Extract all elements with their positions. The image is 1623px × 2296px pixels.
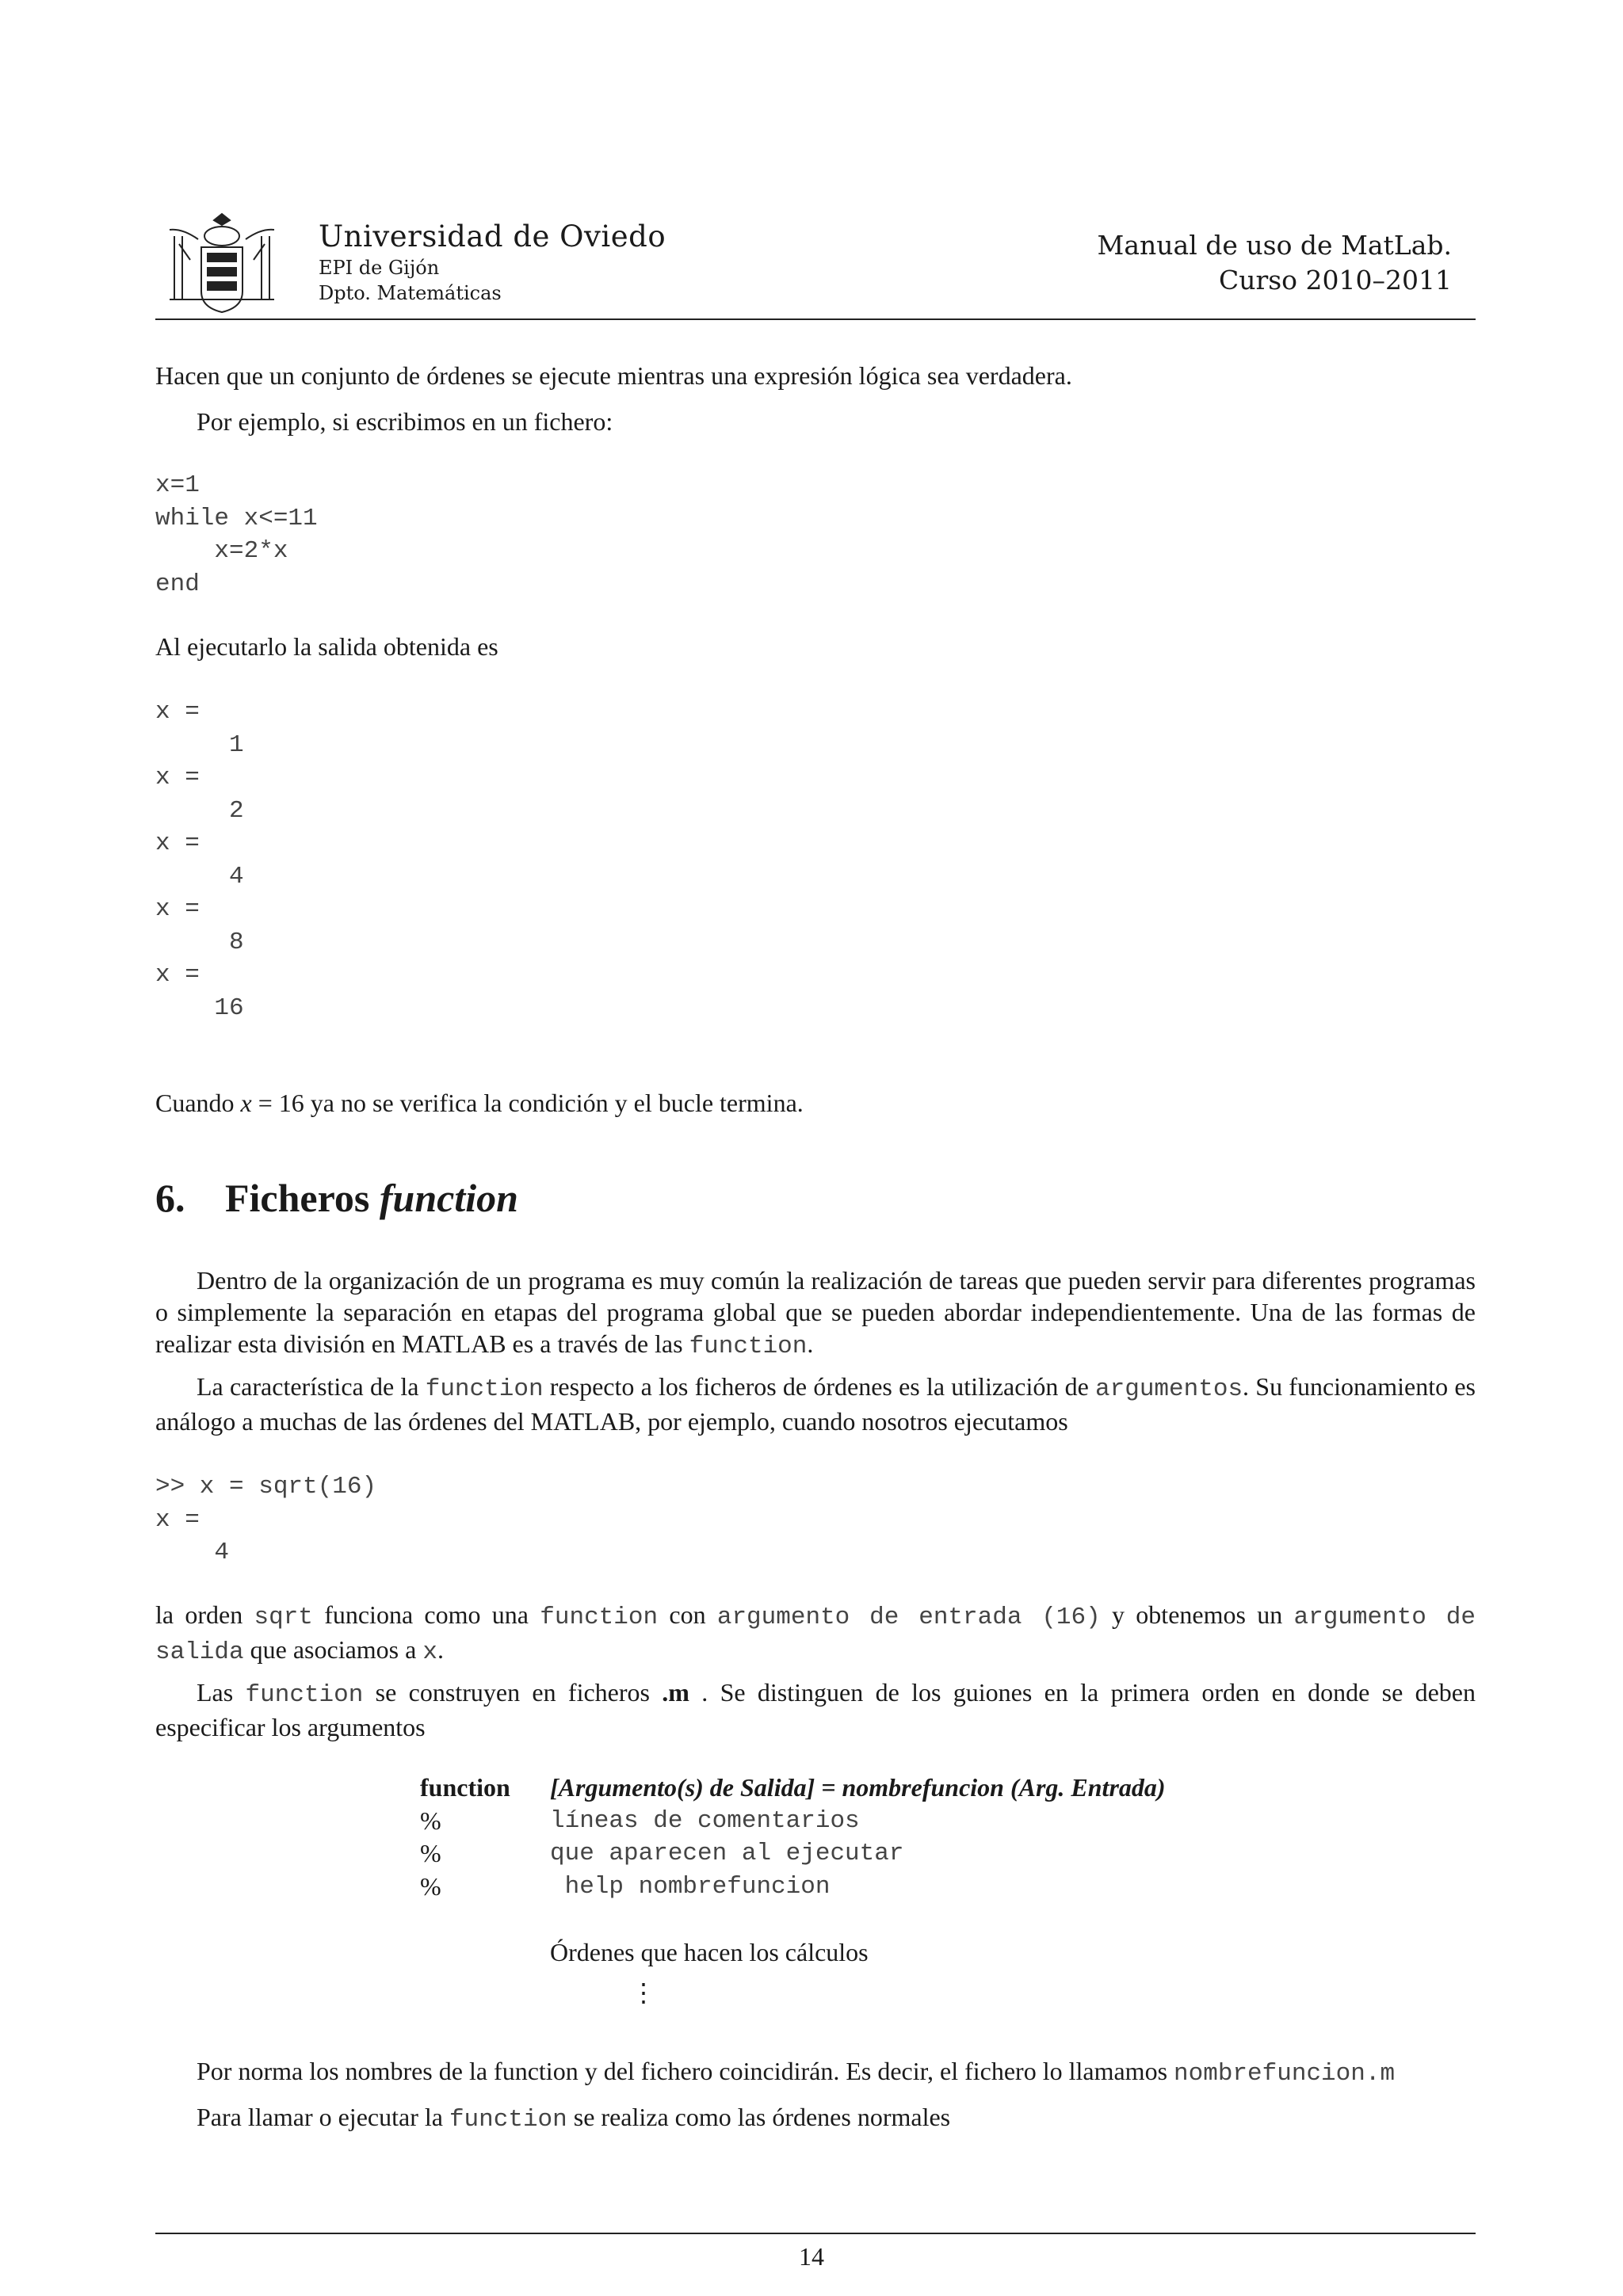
university-name: Universidad de Oviedo	[319, 219, 666, 254]
paragraph-organization	[155, 1264, 1476, 1363]
para2-t3: . Su funcionamiento es análogo a muchas de las órdenes del MATLAB, por ejemplo, cuando nosotros ejecutamos	[155, 1372, 1476, 1436]
para3-m2: function	[540, 1604, 659, 1631]
comment-symbol: %	[420, 1839, 441, 1867]
para3-t5: que asociamos a	[243, 1635, 423, 1664]
conclusion-var: x	[240, 1089, 252, 1117]
section-title-italic: function	[379, 1176, 518, 1220]
school-name: EPI de Gijón	[319, 257, 440, 279]
conclusion-text	[155, 1087, 1476, 1119]
para3-m3: argumento de entrada (16)	[716, 1604, 1101, 1631]
course-label: Curso 2010–2011	[1218, 265, 1452, 296]
university-block	[319, 219, 666, 306]
paragraph-sqrt	[155, 1599, 1476, 1669]
para1-mono: function	[689, 1333, 808, 1360]
template-keyword: function	[420, 1773, 510, 1802]
intro-example: Por ejemplo, si escribimos en un fichero:	[197, 407, 613, 436]
paragraph-naming	[155, 2055, 1476, 2090]
para3-t6: .	[437, 1635, 444, 1664]
para3-t2: funciona como una	[312, 1600, 540, 1629]
footer-rule	[155, 2233, 1476, 2234]
para3-m5: x	[422, 1638, 437, 1666]
template-signature: [Argumento(s) de Salida] = nombrefuncion (Arg. Entrada)	[550, 1773, 1166, 1802]
output-intro: Al ejecutarlo la salida obtenida es	[155, 632, 498, 661]
para2-t1: La característica de la	[197, 1372, 426, 1401]
para3-m4: argumento de salida	[155, 1604, 1476, 1666]
comment-symbol: %	[420, 1871, 441, 1901]
template-comment-3: help nombrefuncion	[550, 1872, 831, 1901]
para2-m1: function	[425, 1375, 544, 1403]
comment-symbol: %	[420, 1806, 441, 1835]
para3-t3: con	[658, 1600, 717, 1629]
para3-m1: sqrt	[254, 1604, 313, 1631]
para4-b1: .m	[662, 1678, 689, 1707]
para2-t2: respecto a los ficheros de órdenes es la utilización de	[543, 1372, 1096, 1401]
para4-t3: . Se distinguen de los guiones en la primera orden en donde se deben especificar los argumentos	[155, 1678, 1476, 1741]
para4-t2: se construyen en ficheros	[363, 1678, 663, 1707]
para3-t4: y obtenemos un	[1100, 1600, 1294, 1629]
para6-m1: function	[449, 2106, 567, 2134]
code-sqrt-example: >> x = sqrt(16) x = 4	[155, 1473, 377, 1566]
conclusion-pre: Cuando	[155, 1089, 241, 1117]
para5-m1: nombrefuncion.m	[1174, 2060, 1396, 2088]
para5-t1: Por norma los nombres de la function y del fichero coincidirán. Es decir, el fichero lo llamamos	[197, 2057, 1174, 2085]
manual-title: Manual de uso de MatLab.	[1097, 230, 1452, 261]
para6-t1: Para llamar o ejecutar la	[197, 2103, 449, 2131]
code-output: x = 1 x = 2 x = 4 x = 8 x = 16	[155, 698, 244, 1022]
template-comment-2: que aparecen al ejecutar	[550, 1840, 904, 1867]
paragraph-calling	[155, 2101, 1476, 2136]
page-header	[155, 208, 1476, 318]
para4-t1: Las	[197, 1678, 246, 1707]
department-name: Dpto. Matemáticas	[319, 282, 502, 304]
template-body: Órdenes que hacen los cálculos	[550, 1938, 869, 1966]
intro-sentence: Hacen que un conjunto de órdenes se ejecute mientras una expresión lógica sea verdadera.	[155, 361, 1072, 390]
para2-m2: argumentos	[1095, 1375, 1243, 1403]
para4-m1: function	[245, 1681, 364, 1709]
vertical-dots: ⋮	[631, 1978, 656, 2007]
conclusion-rest: = 16 ya no se verifica la condición y el bucle termina.	[251, 1089, 804, 1117]
header-rule	[155, 318, 1476, 320]
section-heading	[155, 1174, 518, 1222]
para3-t1: la orden	[155, 1600, 254, 1629]
para6-t2: se realiza como las órdenes normales	[567, 2103, 951, 2131]
page-number: 14	[799, 2242, 824, 2271]
code-while-loop: x=1 while x<=11 x=2*x end	[155, 471, 318, 598]
para1-end: .	[807, 1329, 814, 1358]
section-title: Ficheros	[225, 1176, 380, 1220]
section-number: 6.	[155, 1176, 185, 1220]
paragraph-arguments	[155, 1371, 1476, 1437]
template-comment-1: líneas de comentarios	[550, 1806, 860, 1835]
manual-info	[1098, 228, 1452, 298]
university-crest-icon	[166, 212, 277, 315]
para1-text: Dentro de la organización de un programa es muy común la realización de tareas que pueden servir para diferentes programas o simplemente la separación en etapas del programa global que se pueden abordar independientemente. Una de las formas de realizar esta división en MATLAB es a través de las	[155, 1266, 1476, 1358]
paragraph-m-files	[155, 1676, 1476, 1743]
